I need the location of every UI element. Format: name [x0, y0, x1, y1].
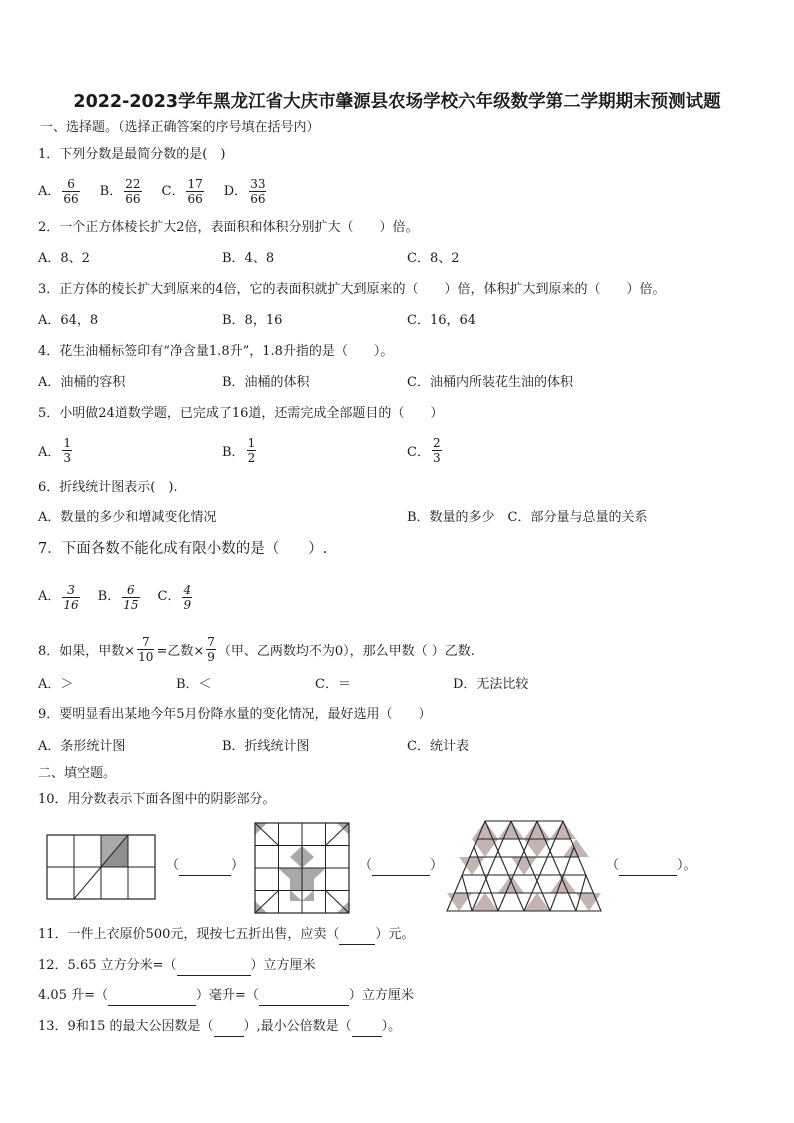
- q3-option-b: B．8，16: [222, 313, 283, 328]
- question-7-stem: 7．下面各数不能化成有限小数的是（ ）.: [38, 541, 328, 557]
- question-13: 13．9和15 的最大公因数是（ ）,最小公倍数是（ ）。: [38, 1017, 401, 1037]
- question-4-stem: 4．花生油桶标签印有“净含量1.8升”，1.8升指的是（ ）。: [38, 344, 394, 359]
- q4-option-c: C．油桶内所装花生油的体积: [407, 375, 573, 390]
- question-2-stem: 2．一个正方体棱长扩大2倍，表面积和体积分别扩大（ ）倍。: [38, 220, 419, 235]
- q2-option-c: C．8、2: [407, 251, 460, 266]
- figure-3-trapezoid: [446, 820, 602, 912]
- question-7-options: [38, 576, 194, 612]
- question-3-stem: 3．正方体的棱长扩大到原来的4倍，它的表面积就扩大到原来的（ ）倍，体积扩大到原来的（ ）倍。: [38, 282, 666, 297]
- q6-option-bc: B．数量的多少 C．部分量与总量的关系: [407, 510, 648, 525]
- q6-option-a: A．数量的多少和增减变化情况: [38, 510, 217, 525]
- question-12: 12．5.65 立方分米=（ ）立方厘米: [38, 956, 316, 976]
- q8-option-b: B．＜: [176, 677, 212, 692]
- question-8-stem: 8．如果，甲数× $\frac{7}{10}$ =乙数× $\frac{7}{9}$ （甲、乙两数均不为0），那么甲数（ ）乙数.: [38, 634, 475, 664]
- figure-1-grid: [46, 834, 156, 900]
- question-12b: 4.05 升=（ ）毫升=（ ）立方厘米: [38, 986, 414, 1006]
- q10-answer-3: （ ）。: [606, 856, 697, 876]
- section-2-heading: 二、填空题。: [38, 766, 117, 781]
- q10-answer-2: （ ）: [359, 856, 443, 876]
- q1-option-c: C． $\frac{17}{66}$: [161, 176, 203, 206]
- q4-option-a: A．油桶的容积: [38, 375, 126, 390]
- q8-fraction-2: $\frac{7}{9}$: [207, 634, 215, 664]
- q2-option-a: A．8、2: [38, 251, 90, 266]
- q1-option-d: D． $\frac{33}{66}$: [223, 176, 266, 206]
- section-1-heading: 一、选择题。（选择正确答案的序号填在括号内）: [40, 120, 320, 135]
- question-1-options: [38, 175, 268, 207]
- q9-option-b: B．折线统计图: [222, 739, 310, 754]
- q5-option-b: B． $\frac{1}{2}$: [222, 435, 256, 465]
- q8-option-a: A．＞: [38, 677, 74, 692]
- q1-option-b: B． $\frac{22}{66}$: [99, 176, 141, 206]
- question-9-stem: 9．要明显看出某地今年5月份降水量的变化情况，最好选用（ ）: [38, 707, 432, 722]
- q8-option-c: C．＝: [315, 677, 351, 692]
- figure-2-grid: [254, 822, 350, 914]
- q5-option-a: A． $\frac{1}{3}$: [38, 435, 72, 465]
- q5-option-c: C． $\frac{2}{3}$: [407, 435, 441, 465]
- q10-answer-1: （ ）: [166, 856, 244, 876]
- question-6-stem: 6．折线统计图表示( ).: [38, 480, 178, 495]
- q7-option-c: C． $\frac{4}{9}$: [157, 583, 192, 612]
- question-11: 11．一件上衣原价500元，现按七五折出售，应卖（ ）元。: [38, 925, 414, 945]
- q4-option-b: B．油桶的体积: [222, 375, 310, 390]
- question-10-stem: 10．用分数表示下面各图中的阴影部分。: [38, 792, 276, 807]
- page-title: 2022-2023学年黑龙江省大庆市肇源县农场学校六年级数学第二学期期末预测试题: [73, 92, 721, 112]
- q7-option-b: B． $\frac{6}{15}$: [97, 583, 139, 612]
- q9-option-c: C．统计表: [407, 739, 469, 754]
- q3-option-c: C．16，64: [407, 313, 477, 328]
- q9-option-a: A．条形统计图: [38, 739, 126, 754]
- q7-option-a: A． $\frac{3}{16}$: [38, 583, 79, 612]
- q3-option-a: A．64，8: [38, 313, 99, 328]
- q8-option-d: D．无法比较: [453, 677, 529, 692]
- q2-option-b: B．4、8: [222, 251, 275, 266]
- q8-fraction-1: $\frac{7}{10}$: [138, 634, 154, 664]
- question-1-stem: 1．下列分数是最简分数的是( ): [38, 147, 226, 162]
- q1-option-a: A． $\frac{6}{66}$: [38, 176, 79, 206]
- question-5-stem: 5．小明做24道数学题，已完成了16道，还需完成全部题目的（ ）: [38, 406, 444, 421]
